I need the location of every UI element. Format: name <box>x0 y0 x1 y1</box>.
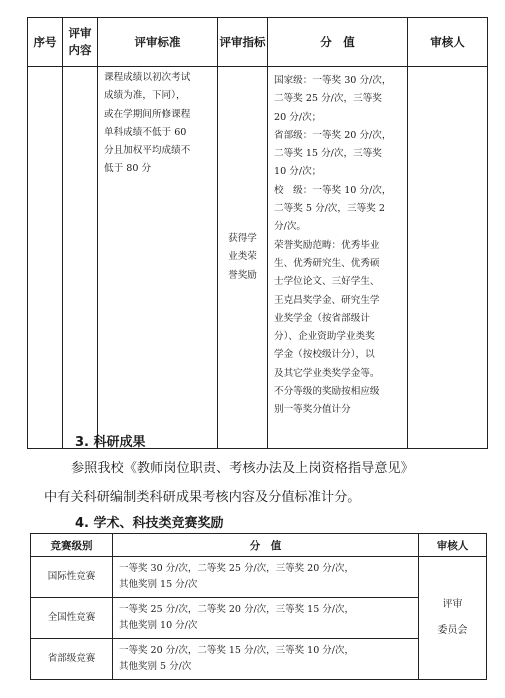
table-row <box>31 598 487 639</box>
header-indicator: 评审指标 <box>218 18 268 67</box>
cell-score <box>113 557 419 598</box>
header-reviewer: 审核人 <box>408 18 488 67</box>
score-line: 一等奖 25 分/次，二等奖 20 分/次，三等奖 15 分/次， <box>119 604 354 615</box>
header-standard: 评审标准 <box>98 18 218 67</box>
cell-seq <box>28 67 63 449</box>
header-content <box>63 18 98 67</box>
header-reviewer: 审核人 <box>419 534 487 557</box>
indicator-line: 誉奖励 <box>228 269 257 281</box>
cell-score <box>268 67 408 449</box>
standard-line: 单科成绩不低于 60 <box>104 126 187 138</box>
score-line: 业奖学金（按省部级计 <box>274 312 370 324</box>
competition-table <box>30 533 487 680</box>
reviewer-line1: 评审 <box>442 599 463 610</box>
score-line: 不分等级的奖励按相应级 <box>274 386 380 398</box>
score-line: 一等奖 20 分/次，二等奖 15 分/次，三等奖 10 分/次， <box>119 645 354 656</box>
score-line: 20 分/次； <box>274 111 322 123</box>
score-line: 省部级：一等奖 20 分/次， <box>274 129 392 141</box>
section-heading-research: 3. 科研成果 <box>75 435 146 450</box>
section-heading-competition: 4. 学术、科技类竞赛奖励 <box>75 516 224 531</box>
indicator-line: 业类荣 <box>228 251 257 263</box>
score-line: 其他奖别 10 分/次 <box>119 620 198 631</box>
standard-line: 低于 80 分 <box>104 163 152 175</box>
score-line: 二等奖 25 分/次，三等奖 <box>274 93 382 105</box>
table-row <box>31 639 487 680</box>
table-row <box>31 557 487 598</box>
indicator-line: 获得学 <box>228 233 257 245</box>
header-content-line2: 内容 <box>68 43 92 57</box>
score-line: 二等奖 15 分/次，三等奖 <box>274 148 382 160</box>
score-line: 士学位论文、三好学生、 <box>274 276 380 288</box>
standard-line: 课程成绩以初次考试 <box>104 72 191 83</box>
cell-standard <box>98 67 218 449</box>
cell-score <box>113 639 419 680</box>
cell-indicator <box>218 67 268 449</box>
score-line: 国家级：一等奖 30 分/次， <box>274 75 392 86</box>
criteria-table <box>27 17 488 449</box>
standard-line: 或在学期间所修课程 <box>104 108 191 120</box>
cell-level: 省部级竞赛 <box>31 639 113 680</box>
score-line: 分/次。 <box>274 221 307 233</box>
standard-line: 成绩为准，下同）， <box>104 90 186 102</box>
header-seq: 序号 <box>28 18 63 67</box>
score-line: 10 分/次； <box>274 166 322 178</box>
table-row <box>28 67 488 449</box>
reviewer-line2: 委员会 <box>437 625 468 636</box>
score-line: 生、优秀研究生、优秀硕 <box>274 257 380 269</box>
cell-level: 全国性竞赛 <box>31 598 113 639</box>
research-paragraph-line1: 参照我校《教师岗位职责、考核办法及上岗资格指导意见》 <box>71 461 414 476</box>
score-line: 荣誉奖励范畴：优秀毕业 <box>274 239 380 251</box>
score-line: 校 级：一等奖 10 分/次， <box>274 184 392 196</box>
score-line: 一等奖 30 分/次，二等奖 25 分/次，三等奖 20 分/次， <box>119 563 354 574</box>
standard-line: 分且加权平均成绩不 <box>104 145 191 157</box>
competition-table-header <box>31 534 487 557</box>
score-line: 别一等奖分值计分 <box>274 404 351 416</box>
score-line: 其他奖别 15 分/次 <box>119 579 198 590</box>
score-line: 王克昌奖学金、研究生学 <box>274 294 380 306</box>
cell-reviewer <box>419 557 487 680</box>
cell-score <box>113 598 419 639</box>
score-line: 二等奖 5 分/次，三等奖 2 <box>274 203 385 215</box>
score-line: 其他奖别 5 分/次 <box>119 661 192 672</box>
research-paragraph <box>44 454 474 512</box>
cell-reviewer <box>408 67 488 449</box>
header-score: 分 值 <box>268 18 408 67</box>
cell-level: 国际性竞赛 <box>31 557 113 598</box>
criteria-table-header <box>28 18 488 67</box>
header-score: 分 值 <box>113 534 419 557</box>
research-paragraph-line2: 中有关科研编制类科研成果考核内容及分值标准计分。 <box>44 490 361 505</box>
header-content-line1: 评审 <box>68 26 92 40</box>
score-line: 及其它学业类奖学金等。 <box>274 367 380 379</box>
cell-content <box>63 67 98 449</box>
score-line: 学金（按校级计分），以 <box>274 349 375 361</box>
header-level: 竞赛级别 <box>31 534 113 557</box>
score-line: 分）、企业资助学业类奖 <box>274 331 375 343</box>
